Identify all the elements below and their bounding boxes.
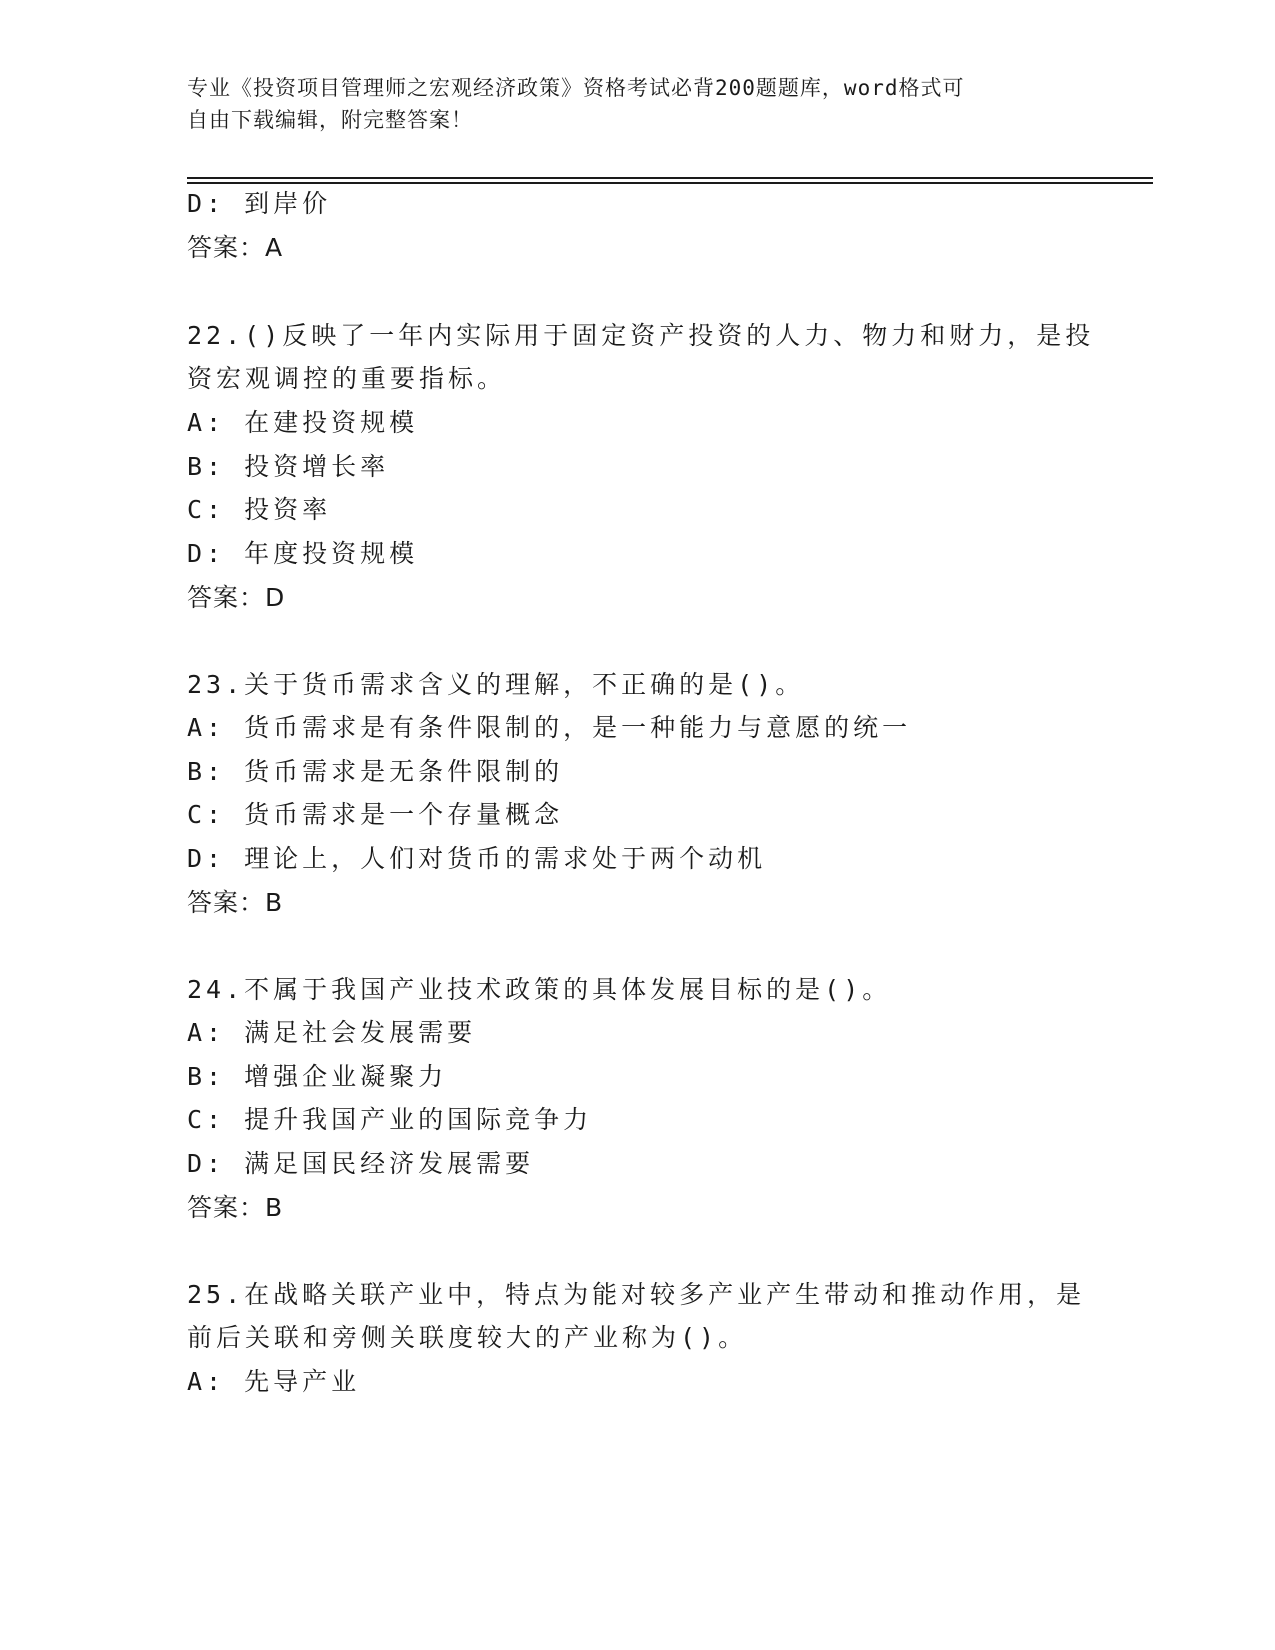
header-line-2: 自由下载编辑，附完整答案！ (187, 108, 473, 132)
q23-option-c: C: 货币需求是一个存量概念 (187, 800, 564, 829)
header-line-1: 专业《投资项目管理师之宏观经济政策》资格考试必背200题题库，word格式可 (187, 76, 965, 100)
header-divider-bottom (187, 182, 1153, 184)
q23-stem: 23.关于货币需求含义的理解，不正确的是()。 (187, 670, 805, 699)
document-header (187, 72, 1067, 136)
q23-option-a: A: 货币需求是有条件限制的，是一种能力与意愿的统一 (187, 713, 912, 742)
prev-answer: 答案：A (187, 233, 284, 262)
q22-option-d: D: 年度投资规模 (187, 539, 419, 568)
q24-option-b: B: 增强企业凝聚力 (187, 1062, 448, 1091)
q24-stem: 24.不属于我国产业技术政策的具体发展目标的是()。 (187, 975, 892, 1004)
q24-option-a: A: 满足社会发展需要 (187, 1018, 477, 1047)
q22-stem-line-1: 22.()反映了一年内实际用于固定资产投资的人力、物力和财力，是投 (187, 321, 1095, 350)
q25-stem-line-2: 前后关联和旁侧关联度较大的产业称为()。 (187, 1323, 748, 1352)
q24-option-c: C: 提升我国产业的国际竞争力 (187, 1105, 593, 1134)
q25-stem-line-1: 25.在战略关联产业中，特点为能对较多产业产生带动和推动作用，是 (187, 1280, 1086, 1309)
q22-stem-line-2: 资宏观调控的重要指标。 (187, 364, 507, 393)
q22-option-c: C: 投资率 (187, 495, 332, 524)
q23-option-b: B: 货币需求是无条件限制的 (187, 757, 564, 786)
header-divider-top (187, 177, 1153, 179)
q25-option-a: A: 先导产业 (187, 1367, 361, 1396)
q24-option-d: D: 满足国民经济发展需要 (187, 1149, 535, 1178)
q24-answer: 答案：B (187, 1193, 284, 1222)
q22-option-b: B: 投资增长率 (187, 452, 390, 481)
q22-answer: 答案：D (187, 583, 286, 612)
prev-option-d: D: 到岸价 (187, 189, 332, 218)
q22-option-a: A: 在建投资规模 (187, 408, 419, 437)
q23-option-d: D: 理论上，人们对货币的需求处于两个动机 (187, 844, 767, 873)
q23-answer: 答案：B (187, 888, 284, 917)
